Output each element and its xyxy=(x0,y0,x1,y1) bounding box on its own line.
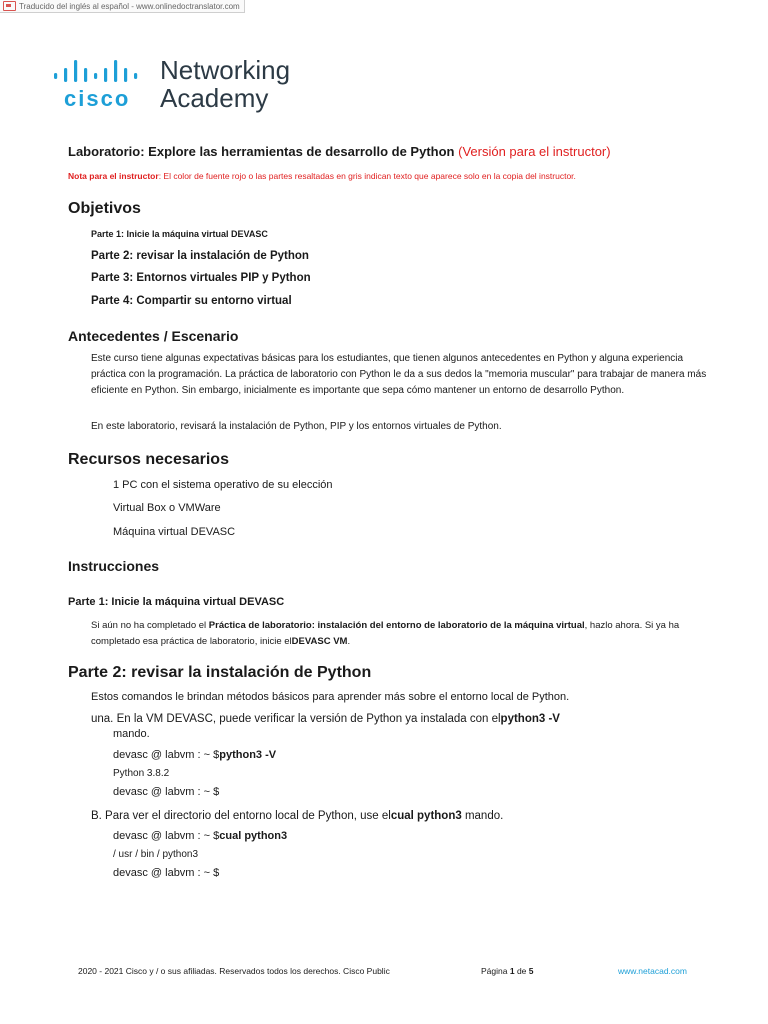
cisco-bars-icon xyxy=(54,60,148,82)
part1-text-3: completado esa práctica de laboratorio, inicie el xyxy=(91,636,292,647)
step-b-command: cual python3 xyxy=(390,810,462,822)
step-b-description: B. Para ver el directorio del entorno local de Python, use el xyxy=(91,810,391,822)
part1-paragraph xyxy=(91,618,711,650)
networking-academy-logo xyxy=(160,56,290,112)
terminal-prompt: devasc @ labvm : ~ $ xyxy=(113,786,220,798)
instructor-note xyxy=(68,171,576,181)
cisco-logo-text: cisco xyxy=(64,86,131,111)
step-a-description: una. En la VM DEVASC, puede verificar la versión de Python ya instalada con el xyxy=(91,713,501,725)
background-paragraph-2: En este laboratorio, revisará la instalación de Python, PIP y los entornos virtuales de Python. xyxy=(91,421,502,432)
page-current: 1 xyxy=(509,966,515,976)
footer-copyright: 2020 - 2021 Cisco y / o sus afiliadas. Reservados todos los derechos. Cisco Public xyxy=(78,966,390,976)
resource-item: Máquina virtual DEVASC xyxy=(113,526,236,538)
instructor-note-label: Nota para el instructor xyxy=(68,171,159,181)
step-a-command: python3 -V xyxy=(500,713,560,725)
step-b-prompt-line xyxy=(113,829,287,844)
part1-text-2: , hazlo ahora. Si ya ha xyxy=(584,620,680,631)
logo-line2: Academy xyxy=(160,83,269,113)
instructor-note-text: : El color de fuente rojo o las partes resaltadas en gris indican texto que aparece solo en la copia del instructor. xyxy=(158,171,576,181)
logo-line1: Networking xyxy=(160,55,291,85)
step-a-continuation: mando. xyxy=(113,728,150,740)
part1-text-4: . xyxy=(347,636,351,647)
instructor-version-label: (Versión para el instructor) xyxy=(458,144,611,159)
background-heading: Antecedentes / Escenario xyxy=(68,328,239,344)
footer-page-number xyxy=(481,966,534,976)
resources-heading: Recursos necesarios xyxy=(68,451,229,468)
lab-title xyxy=(68,144,611,159)
part1-text-1: Si aún no ha completado el xyxy=(91,620,209,631)
background-paragraph-1: Este curso tiene algunas expectativas básicas para los estudiantes, que tienen algunos antecedentes en Python y alguna experiencia práctica con la programación. La práctica de laboratorio con Python le da a sus dedos la "memoria muscular" para trabajar de manera más eficiente en Python. Sin embargo, inicialmente es importante que sepa cómo mantener un entorno de desarrollo Python. xyxy=(91,353,707,396)
page-of: de xyxy=(514,966,529,976)
instructions-heading: Instrucciones xyxy=(68,558,160,574)
terminal-output: Python 3.8.2 xyxy=(113,768,170,779)
document-icon xyxy=(3,1,16,11)
page-label: Página xyxy=(481,966,510,976)
step-b-tail: mando. xyxy=(461,810,504,822)
step-a-prompt-line xyxy=(113,748,276,763)
terminal-prompt: devasc @ labvm : ~ $ xyxy=(113,830,220,842)
terminal-command: cual python3 xyxy=(219,830,288,842)
terminal-prompt: devasc @ labvm : ~ $ xyxy=(113,749,220,761)
lab-title-main: Laboratorio: Explore las herramientas de desarrollo de Python xyxy=(68,144,455,159)
part1-lab-link: Práctica de laboratorio: instalación del entorno de laboratorio de la máquina virtual xyxy=(208,620,585,631)
objective-part3: Parte 3: Entornos virtuales PIP y Python xyxy=(91,272,311,284)
part2-heading: Parte 2: revisar la instalación de Python xyxy=(68,664,372,681)
translator-banner[interactable] xyxy=(0,0,245,13)
objective-part4: Parte 4: Compartir su entorno virtual xyxy=(91,295,292,307)
resource-item: 1 PC con el sistema operativo de su elección xyxy=(113,479,333,491)
step-a-text xyxy=(91,711,560,727)
page-total: 5 xyxy=(528,966,534,976)
part2-intro: Estos comandos le brindan métodos básicos para aprender más sobre el entorno local de Python. xyxy=(91,691,570,703)
step-b-text xyxy=(91,808,503,824)
terminal-command: python3 -V xyxy=(219,749,277,761)
objective-part1: Parte 1: Inicie la máquina virtual DEVASC xyxy=(91,229,268,239)
objectives-heading: Objetivos xyxy=(68,200,141,217)
objective-part2: Parte 2: revisar la instalación de Python xyxy=(91,250,309,262)
part1-heading: Parte 1: Inicie la máquina virtual DEVASC xyxy=(68,596,285,608)
part1-vm-name: DEVASC VM xyxy=(291,636,348,647)
terminal-prompt: devasc @ labvm : ~ $ xyxy=(113,867,220,879)
footer-link[interactable]: www.netacad.com xyxy=(618,966,687,976)
resource-item: Virtual Box o VMWare xyxy=(113,502,221,514)
terminal-output: / usr / bin / python3 xyxy=(113,849,199,860)
banner-text: Traducido del inglés al español - www.onlinedoctranslator.com xyxy=(19,1,240,11)
